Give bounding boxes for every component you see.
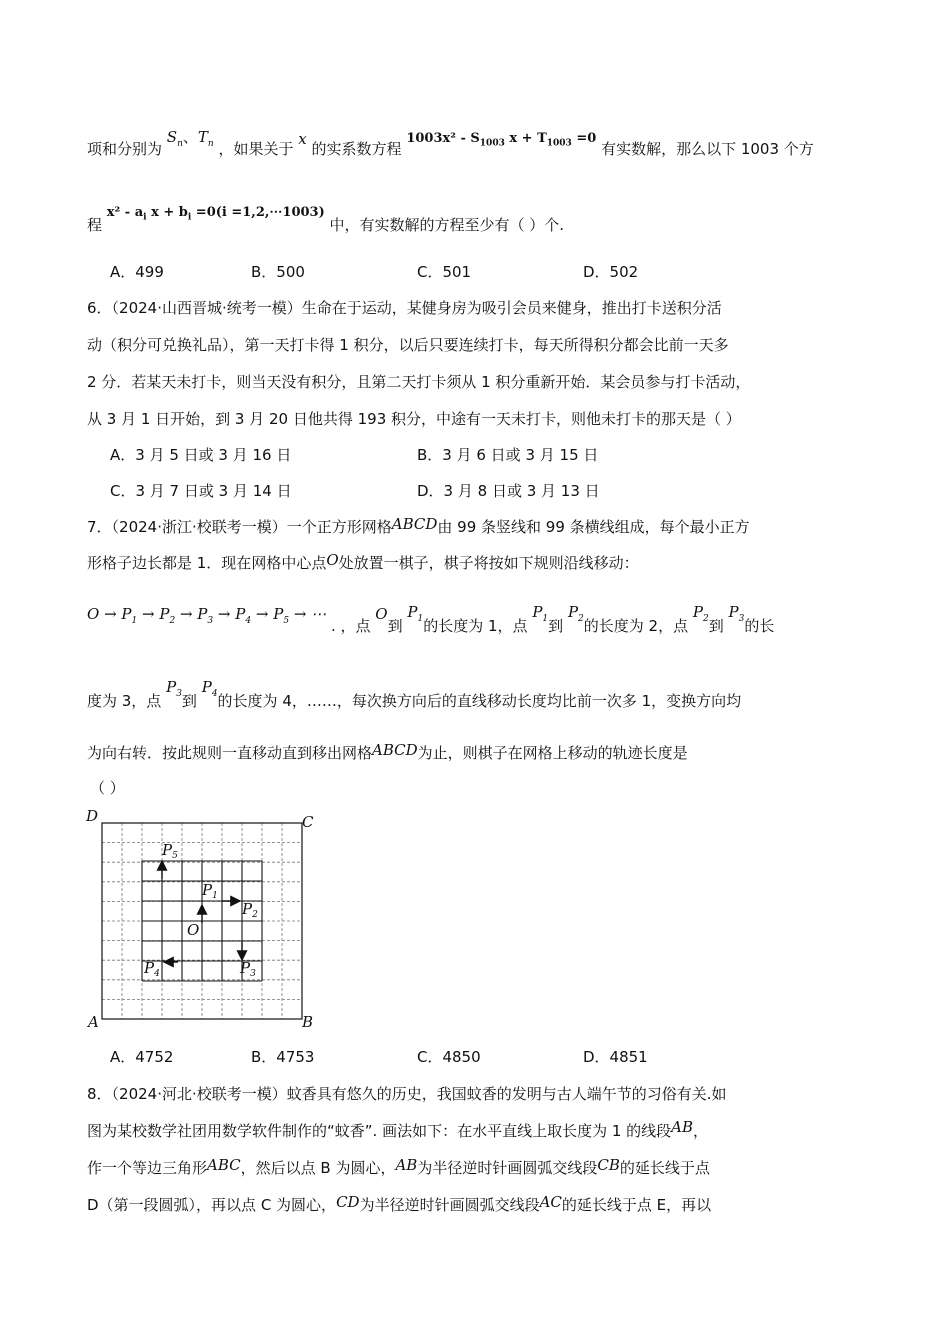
q7-line-4 [87, 678, 742, 719]
p1-symbol: $P_1$ [407, 603, 424, 624]
equation-1: $1003x^2 - S_{1003}$ $x + T_{1003} =0$ [406, 131, 597, 149]
q8-line-1: 8．（2024·河北·校联考一模）蚊香具有悠久的历史，我国蚊香的发明与古人端午节的习俗有关.如 [87, 1085, 727, 1103]
ab-symbol: AB [395, 1156, 418, 1174]
q8-text: D（第一段圆弧），再以点 C 为圆心， [87, 1196, 337, 1214]
label-d: D [86, 807, 99, 825]
q7-text: 到 [708, 617, 724, 635]
label-p4: $P_4$ [144, 959, 160, 979]
label-p1: $P_1$ [202, 881, 218, 901]
sn-symbol: $S_n$ [166, 128, 183, 149]
label-p5: $P_5$ [162, 841, 178, 861]
q8-text: 为半径逆时针画圆弧交线段 [359, 1196, 540, 1214]
q6-option-a[interactable]: A．3 月 5 日或 3 月 16 日 [110, 446, 292, 464]
label-o: O [187, 921, 200, 939]
q5-text: 中，有实数解的方程至少有（ ）个. [329, 216, 565, 234]
q7-text: 的长度为 2，点 [583, 617, 689, 635]
q5-text: 的实系数方程 [311, 140, 402, 158]
q8-text: 作一个等边三角形 [87, 1159, 208, 1177]
label-b: B [302, 1013, 314, 1031]
q7-text: 的长 [744, 617, 775, 635]
q5-text: 程 [87, 216, 103, 234]
q6-line-2: 动（积分可兑换礼品），第一天打卡得 1 积分，以后只要连续打卡，每天所得积分都会比前一天多 [87, 336, 729, 354]
q7-text: 处放置一棋子，棋子将按如下规则沿线移动： [338, 554, 639, 572]
p4-symbol: $P_4$ [201, 678, 218, 699]
q7-option-a[interactable]: A．4752 [110, 1048, 174, 1066]
p3-symbol: $P_3$ [166, 678, 182, 699]
q7-text: 到 [387, 617, 403, 635]
q7-text: 的长度为 1，点 [423, 617, 528, 635]
label-p2: $P_2$ [242, 900, 258, 920]
ab-symbol: AB [671, 1118, 694, 1136]
q7-text: 度为 3，点 [87, 692, 162, 710]
q7-text: 为止，则棋子在网格上移动的轨迹长度是 [417, 744, 688, 762]
p3-symbol: $P_3$ [728, 603, 745, 624]
q5-option-a[interactable]: A．499 [110, 263, 164, 281]
o-symbol: O [375, 605, 388, 623]
q7-line-6: （ ） [90, 779, 125, 797]
label-a: A [88, 1013, 99, 1031]
abcd-symbol: ABCD [372, 741, 418, 759]
grid-figure [82, 805, 332, 1039]
label-c: C [302, 813, 314, 831]
q8-text: 的延长线于点 E，再以 [561, 1196, 712, 1214]
sep: 、 [182, 128, 198, 146]
abc-symbol: ABC [207, 1156, 241, 1174]
equation-2: $x^2 - a_i$ $x + b_i =0(i$ =1,2,⋯1003) [106, 205, 325, 223]
q8-text: 为半径逆时针画圆弧交线段 [417, 1159, 598, 1177]
q5-text: 项和分别为 [87, 140, 163, 158]
q7-text: 到 [548, 617, 564, 635]
ac-symbol: AC [539, 1193, 562, 1211]
q6-option-b[interactable]: B．3 月 6 日或 3 月 15 日 [417, 446, 599, 464]
q8-text: ，然后以点 B 为圆心， [240, 1159, 396, 1177]
p1-symbol: $P_1$ [532, 603, 549, 624]
x-symbol: x [298, 130, 307, 148]
q6-line-1: 6．（2024·山西晋城·统考一模）生命在于运动，某健身房为吸引会员来健身，推出打卡送积分活 [87, 299, 722, 317]
q8-text: 图为某校数学社团用数学软件制作的“蚊香”. 画法如下：在水平直线上取长度为 1 的线段 [87, 1122, 672, 1140]
q5-option-b[interactable]: B．500 [251, 263, 305, 281]
tn-symbol: $T_n$ [197, 128, 214, 149]
q7-text: 为向右转．按此规则一直移动直到移出网格 [87, 744, 373, 762]
q7-text: 的长度为 4，……，每次换方向后的直线移动长度均比前一次多 1，变换方向均 [217, 692, 742, 710]
q6-line-3: 2 分．若某天未打卡，则当天没有积分，且第二天打卡须从 1 积分重新开始．某会员参与打卡活动， [87, 373, 751, 391]
q7-text: 7．（2024·浙江·校联考一模）一个正方形网格 [87, 518, 392, 536]
q7-option-d[interactable]: D．4851 [583, 1048, 648, 1066]
abcd-symbol: ABCD [391, 515, 438, 533]
q8-text: 的延长线于点 [619, 1159, 710, 1177]
q8-line-3 [87, 1157, 710, 1179]
cd-symbol: CD [336, 1193, 360, 1211]
q6-line-4: 从 3 月 1 日开始，到 3 月 20 日他共得 193 积分，中途有一天未打卡，则他未打卡的那天是（ ） [87, 410, 741, 428]
q7-text: 到 [181, 692, 197, 710]
p2-symbol: $P_2$ [692, 603, 709, 624]
q8-line-4 [87, 1194, 711, 1216]
q7-text: 形格子边长都是 1．现在网格中心点 [87, 554, 327, 572]
p2-symbol: $P_2$ [567, 603, 584, 624]
q7-text: . ，点 [330, 617, 371, 635]
cb-symbol: CB [597, 1156, 620, 1174]
q7-line-1 [87, 516, 750, 538]
label-p3: $P_3$ [240, 959, 256, 979]
q6-option-c[interactable]: C．3 月 7 日或 3 月 14 日 [110, 482, 292, 500]
q5-line-2 [87, 205, 565, 243]
q7-line-2 [87, 552, 639, 574]
move-path: $O \to P_1 \to P_2 \to P_3 \to P_4 \to P_5$ → ⋯ [87, 605, 327, 626]
q7-text: 由 99 条竖线和 99 条横线组成，每个最小正方 [437, 518, 750, 536]
q6-option-d[interactable]: D．3 月 8 日或 3 月 13 日 [417, 482, 600, 500]
q5-option-d[interactable]: D．502 [583, 263, 639, 281]
q7-line-5 [87, 742, 688, 764]
q7-option-c[interactable]: C．4850 [417, 1048, 481, 1066]
grid-svg [82, 805, 332, 1035]
q7-line-3 [87, 603, 775, 644]
q7-option-b[interactable]: B．4753 [251, 1048, 315, 1066]
q5-option-c[interactable]: C．501 [417, 263, 472, 281]
q5-text: 有实数解，那么以下 1003 个方 [601, 140, 814, 158]
o-symbol: O [326, 551, 339, 569]
q8-text: ， [693, 1122, 709, 1140]
q8-line-2 [87, 1120, 708, 1142]
q5-text: ，如果关于 [218, 140, 294, 158]
q5-line-1 [87, 128, 814, 167]
